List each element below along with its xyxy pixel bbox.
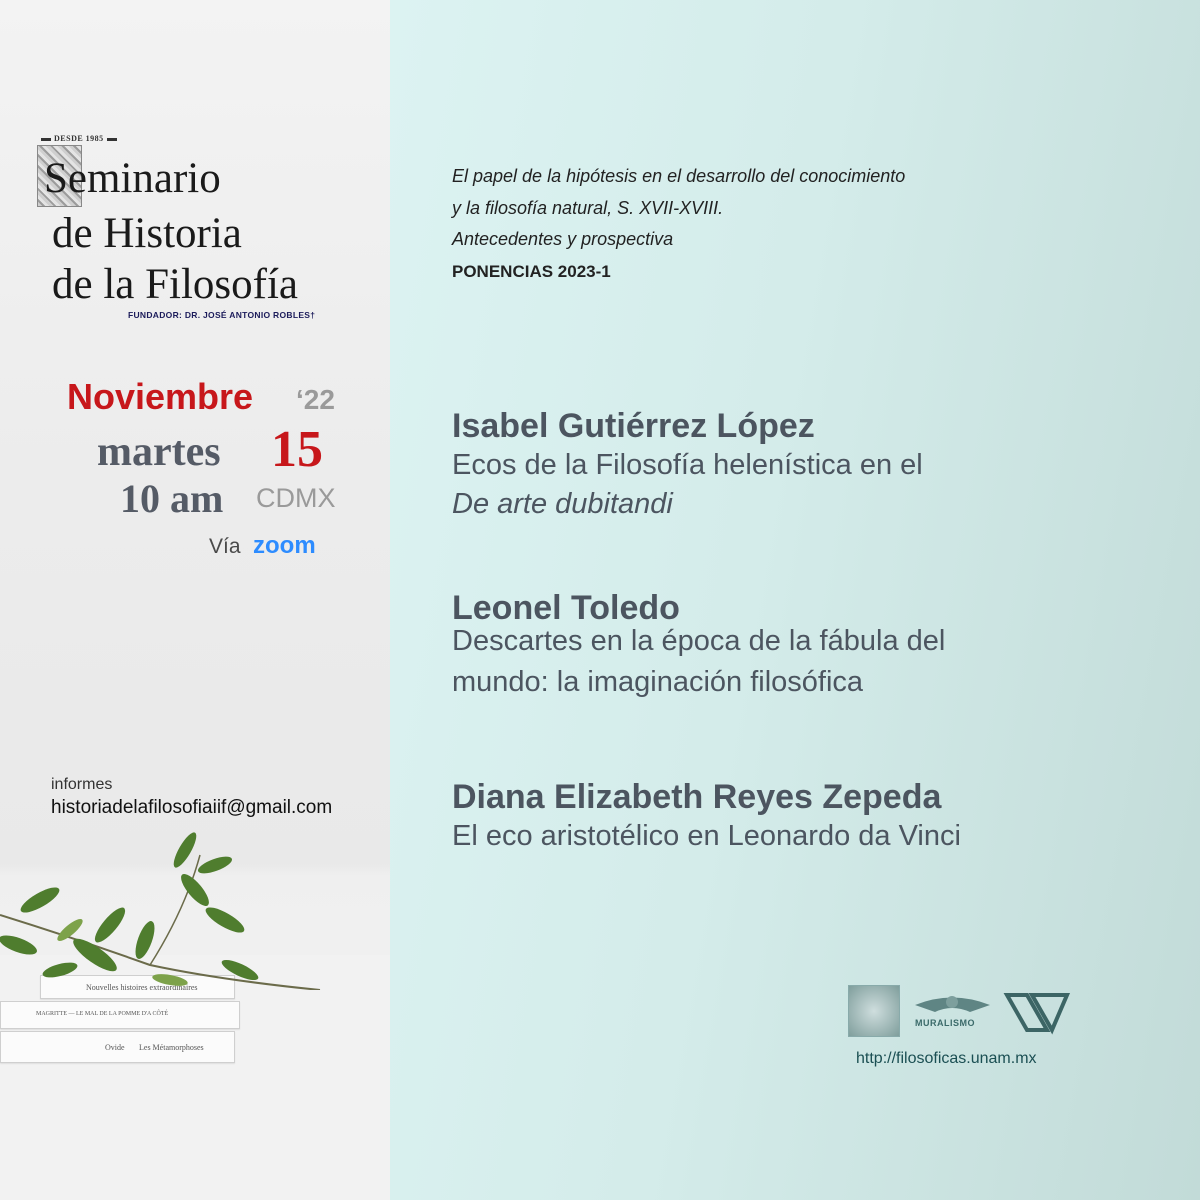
- book-bottom-title: Les Métamorphoses: [139, 1043, 204, 1052]
- book-top-title: Nouvelles histoires extraordinaires: [86, 983, 198, 992]
- unam-shield-icon: [848, 985, 900, 1037]
- since-label: [38, 134, 120, 143]
- event-year: ‘22: [296, 384, 335, 415]
- since-text: DESDE 1985: [54, 134, 104, 143]
- logo-line-1: [44, 157, 221, 200]
- plant-branch-icon: [0, 830, 330, 990]
- event-month: Noviembre: [67, 376, 254, 417]
- talk-title-line: El eco aristotélico en Leonardo da Vinci: [452, 820, 961, 852]
- book-bottom: [0, 1031, 235, 1063]
- event-hour: 10 am: [120, 476, 224, 521]
- series-label: PONENCIAS 2023-1: [452, 262, 611, 281]
- topic-line-1: El papel de la hipótesis en el desarrollo del conocimiento: [452, 166, 906, 186]
- logo-line-2: de Historia: [52, 210, 242, 257]
- talk-title-line: Ecos de la Filosofía helenística en el: [452, 449, 923, 481]
- speaker-name: Isabel Gutiérrez López: [452, 407, 815, 445]
- speaker-name: Diana Elizabeth Reyes Zepeda: [452, 778, 942, 816]
- book-middle-title: MAGRITTE — LE MAL DE LA POMME D'A CÔTÉ: [36, 1011, 169, 1017]
- event-weekday: martes: [97, 429, 221, 475]
- talk-title-line: De arte dubitandi: [452, 488, 673, 520]
- via-label: Vía: [209, 535, 241, 558]
- event-day: 15: [271, 421, 323, 478]
- iif-logo-icon: [1002, 990, 1072, 1035]
- book-bottom-author: Ovide: [105, 1043, 125, 1052]
- logo-line-3: de la Filosofía: [52, 261, 299, 308]
- contact-label: informes: [51, 776, 113, 793]
- book-middle: [0, 1001, 240, 1029]
- speaker-name: Leonel Toledo: [452, 589, 680, 627]
- topic-line-3: Antecedentes y prospectiva: [452, 229, 674, 249]
- logo-line-1-rest: eminario: [67, 155, 221, 202]
- founder-label: FUNDADOR: DR. JOSÉ ANTONIO ROBLES†: [128, 310, 316, 320]
- zoom-logo: zoom: [253, 532, 316, 559]
- talk-title-line: mundo: la imaginación filosófica: [452, 666, 864, 698]
- logo-initial: S: [44, 155, 68, 202]
- talk-title-line: Descartes en la época de la fábula del: [452, 625, 946, 657]
- muralismo-text: MURALISMO: [915, 1018, 975, 1028]
- topic-line-2: y la filosofía natural, S. XVII-XVIII.: [452, 198, 724, 218]
- muralismo-logo-icon: [910, 990, 995, 1035]
- contact-email[interactable]: historiadelafilosofiaiif@gmail.com: [51, 797, 333, 818]
- website-link[interactable]: http://filosoficas.unam.mx: [856, 1050, 1037, 1067]
- event-timezone: CDMX: [256, 483, 336, 513]
